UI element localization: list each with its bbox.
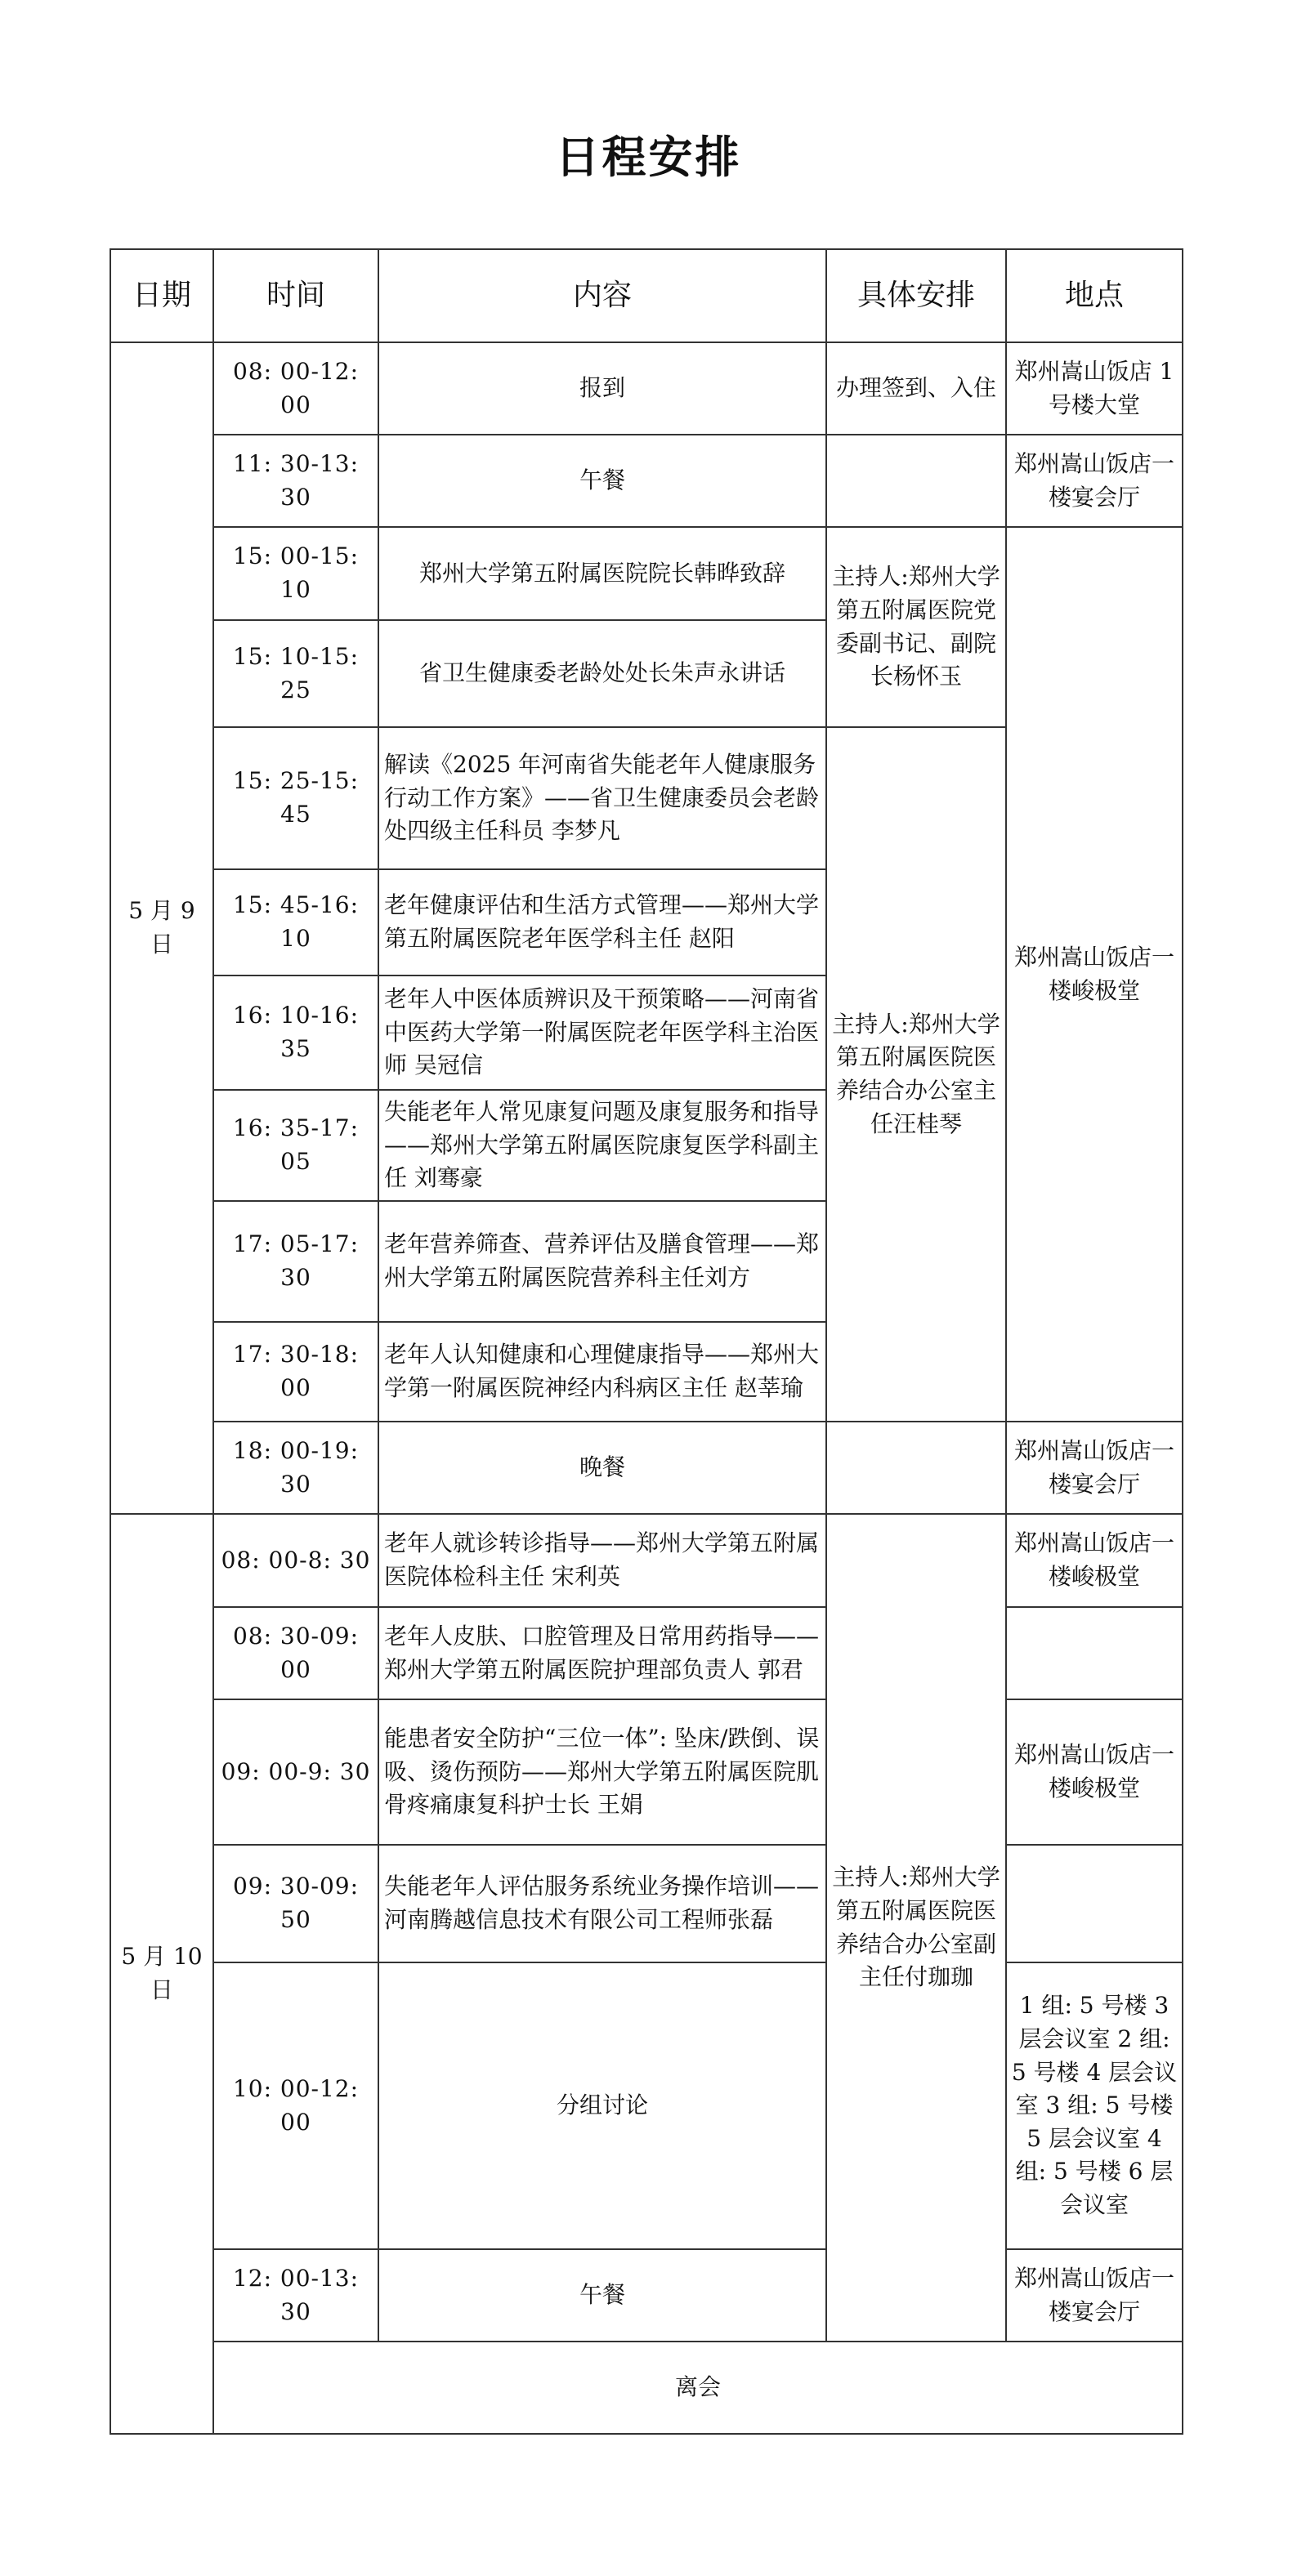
- location-cell: 郑州嵩山饭店一楼峻极堂: [1006, 1514, 1183, 1607]
- location-cell: [1006, 1845, 1183, 1962]
- header-location: 地点: [1006, 249, 1183, 342]
- arrangement-cell: [826, 1422, 1006, 1514]
- content-cell: 晚餐: [378, 1422, 826, 1514]
- host-cell-lectures: 主持人:郑州大学第五附属医院医养结合办公室主任汪桂琴: [826, 727, 1006, 1422]
- location-cell: 郑州嵩山饭店 1 号楼大堂: [1006, 342, 1183, 435]
- header-content: 内容: [378, 249, 826, 342]
- time-cell: 16: 10-16: 35: [213, 975, 378, 1090]
- date-cell-may9: 5 月 9 日: [110, 342, 213, 1514]
- arrangement-cell: [826, 435, 1006, 527]
- time-cell: 15: 45-16: 10: [213, 869, 378, 975]
- table-row: [110, 2342, 1183, 2434]
- time-cell: 15: 10-15: 25: [213, 620, 378, 727]
- time-cell: 08: 00-8: 30: [213, 1514, 378, 1607]
- header-date: 日期: [110, 249, 213, 342]
- header-arrangement: 具体安排: [826, 249, 1006, 342]
- date-cell-may10: 5 月 10 日: [110, 1514, 213, 2434]
- location-cell: 郑州嵩山饭店一楼宴会厅: [1006, 1422, 1183, 1514]
- location-cell-groups: 1 组: 5 号楼 3 层会议室 2 组: 5 号楼 4 层会议室 3 组: 5 号楼 5 层会议室 4 组: 5 号楼 6 层会议室: [1006, 1962, 1183, 2249]
- header-time: 时间: [213, 249, 378, 342]
- time-cell: 17: 05-17: 30: [213, 1201, 378, 1322]
- header-row: [110, 249, 1183, 342]
- closing-cell: 离会: [213, 2342, 1183, 2434]
- host-cell-opening: 主持人:郑州大学第五附属医院党委副书记、副院长杨怀玉: [826, 527, 1006, 727]
- table-row: [110, 1962, 1183, 2249]
- content-cell: 老年人认知健康和心理健康指导——郑州大学第一附属医院神经内科病区主任 赵莘瑜: [378, 1322, 826, 1422]
- time-cell: 09: 30-09: 50: [213, 1845, 378, 1962]
- content-cell: 午餐: [378, 435, 826, 527]
- table-row: [110, 1699, 1183, 1845]
- location-cell: 郑州嵩山饭店一楼宴会厅: [1006, 2249, 1183, 2342]
- time-cell: 11: 30-13: 30: [213, 435, 378, 527]
- content-cell: 省卫生健康委老龄处处长朱声永讲话: [378, 620, 826, 727]
- content-cell: 能患者安全防护“三位一体”: 坠床/跌倒、误吸、烫伤预防——郑州大学第五附属医院肌骨疼痛康复科护士长 王娟: [378, 1699, 826, 1845]
- time-cell: 16: 35-17: 05: [213, 1090, 378, 1201]
- page-title: 日程安排: [555, 132, 742, 183]
- time-cell: 09: 00-9: 30: [213, 1699, 378, 1845]
- table-row: [110, 1422, 1183, 1514]
- location-cell: 郑州嵩山饭店一楼峻极堂: [1006, 1699, 1183, 1845]
- table-row: [110, 1514, 1183, 1607]
- content-cell: 报到: [378, 342, 826, 435]
- table-row: [110, 2249, 1183, 2342]
- time-cell: 08: 30-09: 00: [213, 1607, 378, 1699]
- location-cell: 郑州嵩山饭店一楼宴会厅: [1006, 435, 1183, 527]
- content-cell: 郑州大学第五附属医院院长韩晔致辞: [378, 527, 826, 620]
- content-cell: 老年人中医体质辨识及干预策略——河南省中医药大学第一附属医院老年医学科主治医师 吴冠信: [378, 975, 826, 1090]
- time-cell: 12: 00-13: 30: [213, 2249, 378, 2342]
- arrangement-cell: 办理签到、入住: [826, 342, 1006, 435]
- schedule-table: [110, 248, 1183, 2435]
- content-cell: 解读《2025 年河南省失能老年人健康服务行动工作方案》——省卫生健康委员会老龄处四级主任科员 李梦凡: [378, 727, 826, 869]
- time-cell: 17: 30-18: 00: [213, 1322, 378, 1422]
- content-cell: 老年营养筛查、营养评估及膳食管理——郑州大学第五附属医院营养科主任刘方: [378, 1201, 826, 1322]
- location-cell: [1006, 1607, 1183, 1699]
- host-cell-day2: 主持人:郑州大学第五附属医院医养结合办公室副主任付珈珈: [826, 1514, 1006, 2342]
- content-cell: 失能老年人常见康复问题及康复服务和指导——郑州大学第五附属医院康复医学科副主任 刘骞豪: [378, 1090, 826, 1201]
- table-row: [110, 342, 1183, 435]
- table-row: [110, 435, 1183, 527]
- table-row: [110, 1845, 1183, 1962]
- time-cell: 18: 00-19: 30: [213, 1422, 378, 1514]
- content-cell: 失能老年人评估服务系统业务操作培训——河南腾越信息技术有限公司工程师张磊: [378, 1845, 826, 1962]
- content-cell: 老年人就诊转诊指导——郑州大学第五附属医院体检科主任 宋利英: [378, 1514, 826, 1607]
- location-cell-lecture-hall: 郑州嵩山饭店一楼峻极堂: [1006, 527, 1183, 1422]
- time-cell: 15: 25-15: 45: [213, 727, 378, 869]
- table-row: [110, 1607, 1183, 1699]
- time-cell: 10: 00-12: 00: [213, 1962, 378, 2249]
- time-cell: 15: 00-15: 10: [213, 527, 378, 620]
- content-cell: 分组讨论: [378, 1962, 826, 2249]
- content-cell: 老年健康评估和生活方式管理——郑州大学第五附属医院老年医学科主任 赵阳: [378, 869, 826, 975]
- content-cell: 午餐: [378, 2249, 826, 2342]
- time-cell: 08: 00-12: 00: [213, 342, 378, 435]
- content-cell: 老年人皮肤、口腔管理及日常用药指导——郑州大学第五附属医院护理部负责人 郭君: [378, 1607, 826, 1699]
- table-row: [110, 527, 1183, 620]
